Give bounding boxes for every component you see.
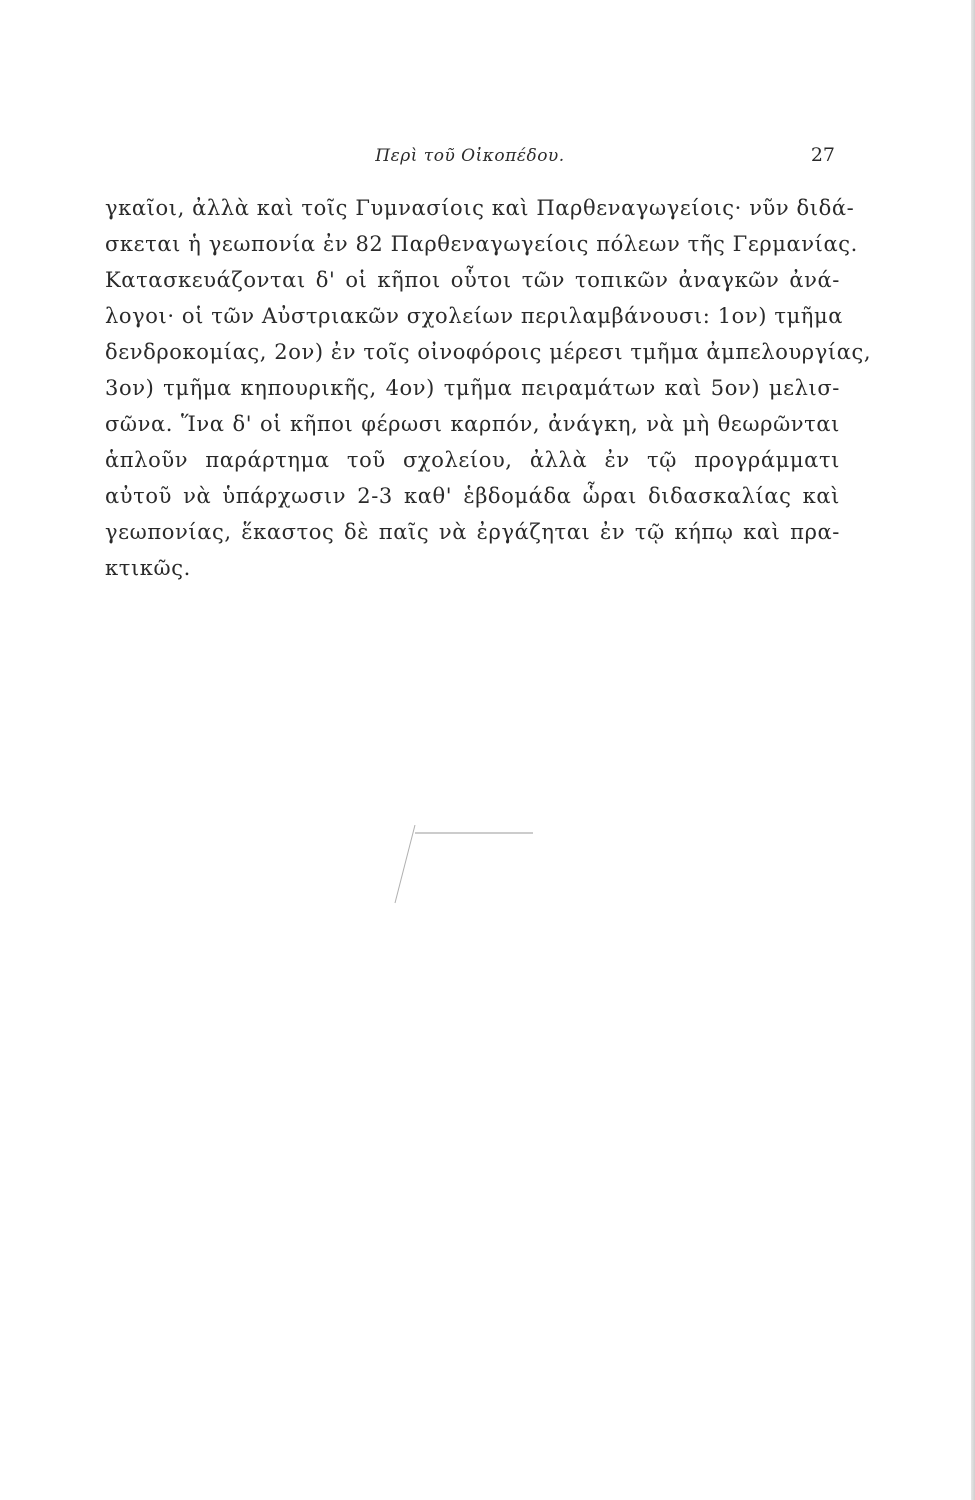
- text-line: ἁπλοῦν παράρτημα τοῦ σχολείου, ἀλλὰ ἐν τῷ προγράμματι: [105, 448, 840, 472]
- text-line: 3ον) τμῆμα κηπουρικῆς, 4ον) τμῆμα πειραμάτων καὶ 5ον) μελισ-: [105, 376, 840, 400]
- text-line: σκεται ἡ γεωπονία ἐν 82 Παρθεναγωγείοις πόλεων τῆς Γερμανίας.: [105, 232, 858, 256]
- body-text: [105, 190, 872, 586]
- text-line: δενδροκομίας, 2ον) ἐν τοῖς οἰνοφόροις μέρεσι τμῆμα ἀμπελουργίας,: [105, 340, 872, 364]
- page-edge-shadow: [971, 0, 975, 1500]
- text-line: γεωπονίας, ἕκαστος δὲ παῖς νὰ ἐργάζηται ἐν τῷ κήπῳ καὶ πρα-: [105, 520, 840, 544]
- text-line: λογοι· οἱ τῶν Αὐστριακῶν σχολείων περιλαμβάνουσι: 1ον) τμῆμα: [105, 304, 844, 328]
- running-header: [105, 142, 835, 172]
- text-line: σῶνα. Ἵνα δ' οἱ κῆποι φέρωσι καρπόν, ἀνάγκη, νὰ μὴ θεωρῶνται: [105, 412, 840, 436]
- page-number: 27: [810, 144, 835, 166]
- header-title: Περὶ τοῦ Οἰκοπέδου.: [375, 146, 565, 166]
- text-line-last: κτικῶς.: [105, 556, 191, 580]
- text-line: γκαῖοι, ἀλλὰ καὶ τοῖς Γυμνασίοις καὶ Παρθεναγωγείοις· νῦν διδά-: [105, 196, 855, 220]
- text-line: αὐτοῦ νὰ ὑπάρχωσιν 2-3 καθ' ἑβδομάδα ὧραι διδασκαλίας καὶ: [105, 484, 840, 508]
- text-line: Κατασκευάζονται δ' οἱ κῆποι οὗτοι τῶν τοπικῶν ἀναγκῶν ἀνά-: [105, 268, 840, 292]
- pencil-mark: [385, 825, 535, 905]
